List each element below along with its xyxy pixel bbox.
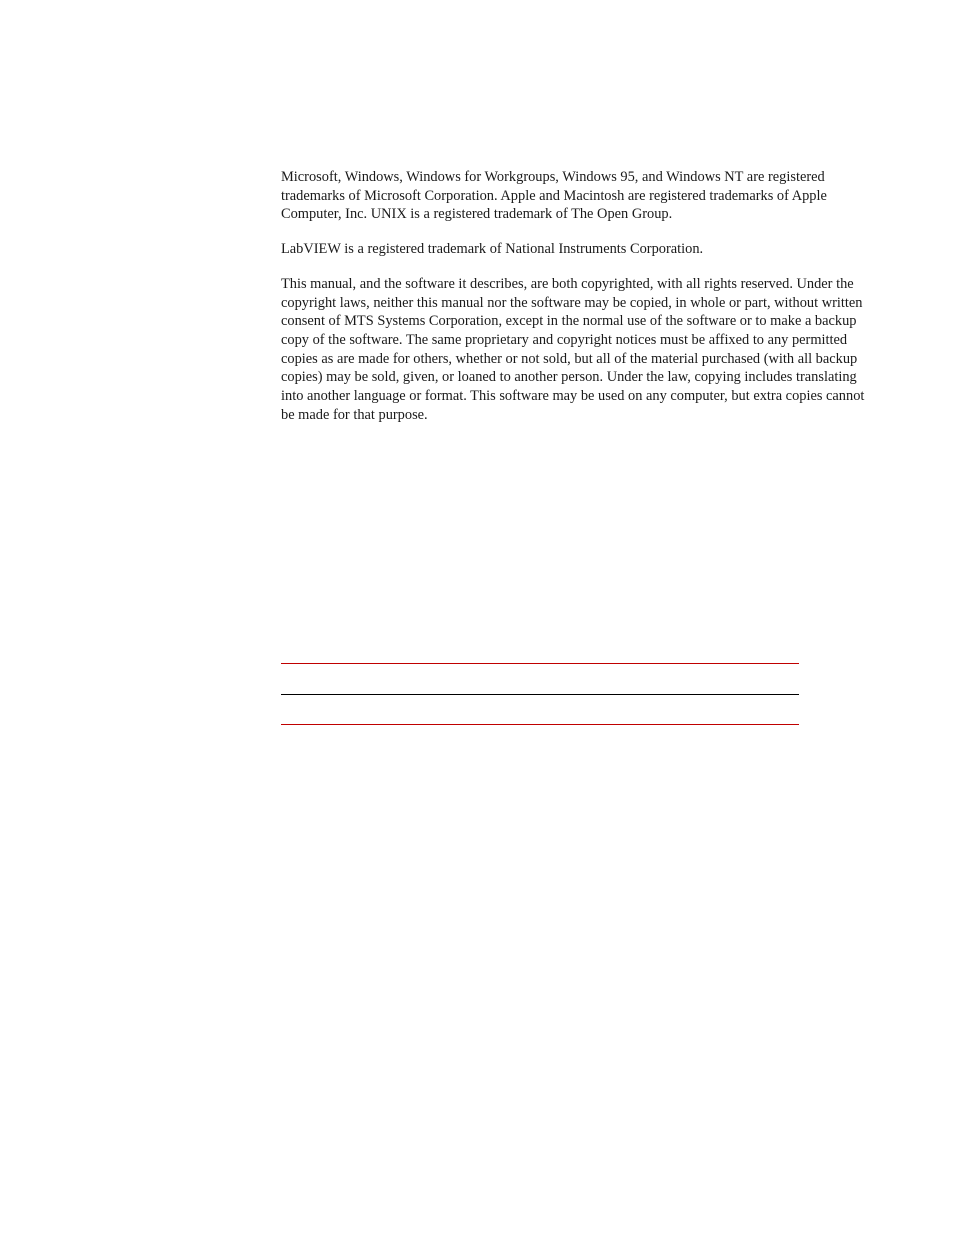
trademark-paragraph-labview: LabVIEW is a registered trademark of National Instruments Corporation. bbox=[281, 241, 704, 258]
divider-black-middle bbox=[281, 694, 799, 695]
divider-red-bottom bbox=[281, 724, 799, 725]
legal-notice-text bbox=[281, 168, 871, 424]
divider-red-top bbox=[281, 663, 799, 664]
trademark-paragraph-microsoft-apple: Microsoft, Windows, Windows for Workgroups, Windows 95, and Windows NT are registered trademarks of Microsoft Corporation. Apple and Macintosh are registered trademarks of Apple Computer, Inc. UNIX is a registered trademark of The Open Group. bbox=[281, 169, 827, 223]
copyright-paragraph: This manual, and the software it describes, are both copyrighted, with all rights reserved. Under the copyright laws, neither this manual nor the software may be copied, in whole or part, without written consent of MTS Systems Corporation, except in the normal use of the software or to make a backup copy of the software. The same proprietary and copyright notices must be affixed to any permitted copies as are made for others, whether or not sold, but all of the material purchased (with all backup copies) may be sold, given, or loaned to another person. Under the law, copying includes translating into another language or format. This software may be used on any computer, but extra copies cannot be made for that purpose. bbox=[281, 275, 865, 423]
